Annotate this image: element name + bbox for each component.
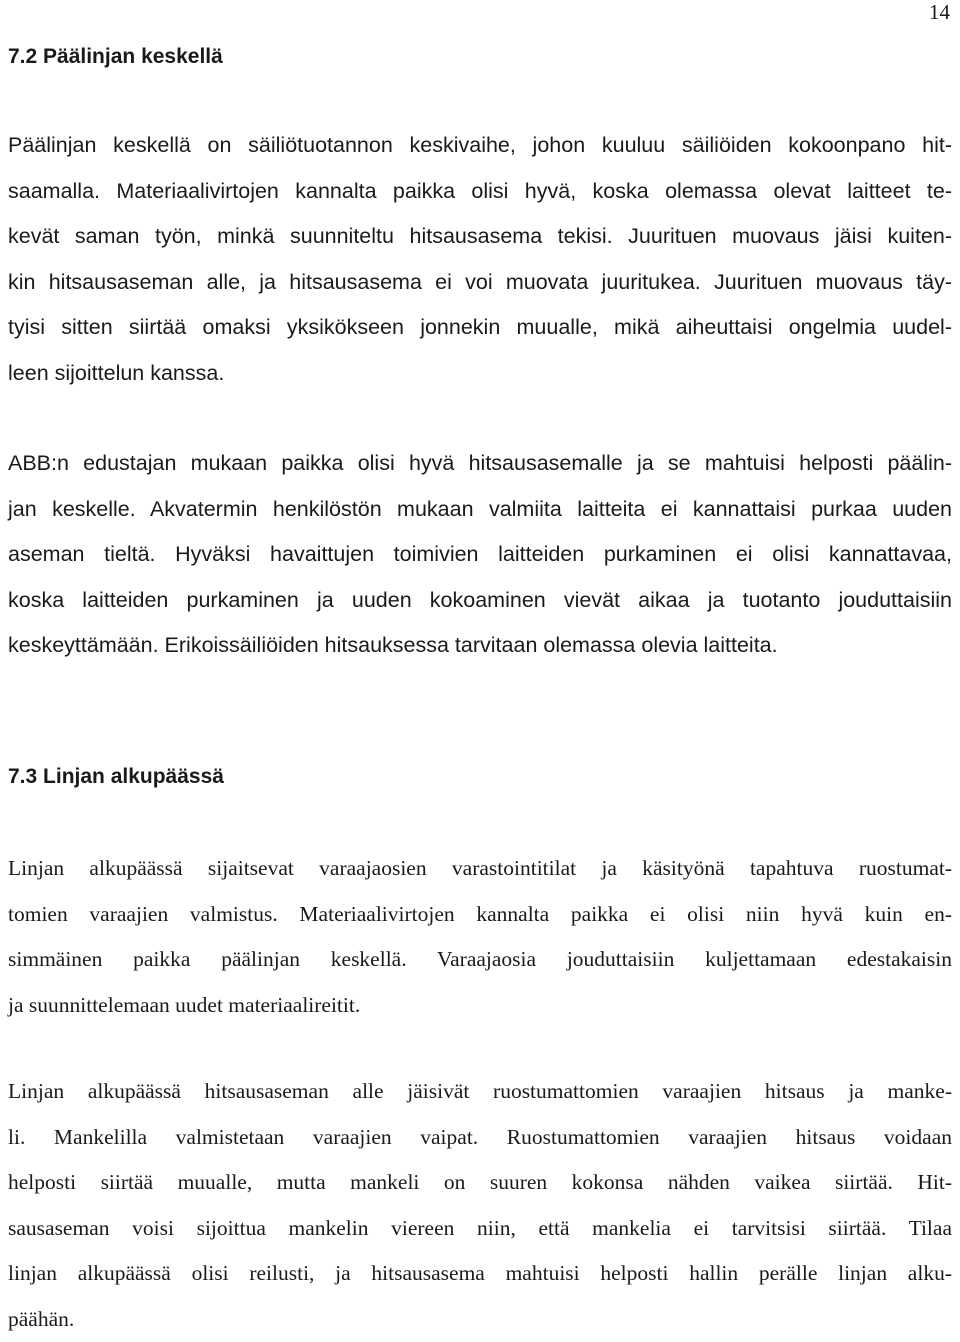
paragraph-7-2-2 <box>8 441 952 669</box>
paragraph-7-2-1 <box>8 123 952 396</box>
text-line: kevät saman työn, minkä suunniteltu hitsausasema tekisi. Juurituen muovaus jäisi kuiten- <box>8 214 952 260</box>
page-number: 14 <box>929 0 950 24</box>
text-line: Linjan alkupäässä sijaitsevat varaajaosien varastointitilat ja käsityönä tapahtuva ruostumat- <box>8 846 952 892</box>
text-line: linjan alkupäässä olisi reilusti, ja hitsausasema mahtuisi helposti hallin perälle linjan alku- <box>8 1251 952 1297</box>
text-line: Päälinjan keskellä on säiliötuotannon keskivaihe, johon kuuluu säiliöiden kokoonpano hit- <box>8 123 952 169</box>
text-line: ABB:n edustajan mukaan paikka olisi hyvä hitsausasemalle ja se mahtuisi helposti päälin- <box>8 441 952 487</box>
section-heading-7-2: 7.2 Päälinjan keskellä <box>8 44 223 70</box>
text-line: sausaseman voisi sijoittua mankelin viereen niin, että mankelia ei tarvitsisi siirtää. Tilaa <box>8 1206 952 1252</box>
text-line: jan keskelle. Akvatermin henkilöstön mukaan valmiita laitteita ei kannattaisi purkaa uuden <box>8 487 952 533</box>
text-line: li. Mankelilla valmistetaan varaajien vaipat. Ruostumattomien varaajien hitsaus voidaan <box>8 1115 952 1161</box>
text-line: saamalla. Materiaalivirtojen kannalta paikka olisi hyvä, koska olemassa olevat laitteet te- <box>8 169 952 215</box>
paragraph-7-3-2 <box>8 1069 952 1342</box>
text-line: Linjan alkupäässä hitsausaseman alle jäisivät ruostumattomien varaajien hitsaus ja manke- <box>8 1069 952 1115</box>
text-line: leen sijoittelun kanssa. <box>8 351 952 397</box>
text-line: helposti siirtää muualle, mutta mankeli on suuren kokonsa nähden vaikea siirtää. Hit- <box>8 1160 952 1206</box>
text-line: aseman tieltä. Hyväksi havaittujen toimivien laitteiden purkaminen ei olisi kannattavaa, <box>8 532 952 578</box>
section-heading-7-3: 7.3 Linjan alkupäässä <box>8 764 224 790</box>
text-line: kin hitsausaseman alle, ja hitsausasema ei voi muovata juuritukea. Juurituen muovaus täy- <box>8 260 952 306</box>
paragraph-7-3-1 <box>8 846 952 1028</box>
text-line: tyisi sitten siirtää omaksi yksikökseen jonnekin muualle, mikä aiheuttaisi ongelmia uudel- <box>8 305 952 351</box>
text-line: päähän. <box>8 1297 952 1342</box>
text-line: ja suunnittelemaan uudet materiaalireitit. <box>8 983 952 1029</box>
text-line: koska laitteiden purkaminen ja uuden kokoaminen vievät aikaa ja tuotanto jouduttaisiin <box>8 578 952 624</box>
text-line: simmäinen paikka päälinjan keskellä. Varaajaosia jouduttaisiin kuljettamaan edestakaisin <box>8 937 952 983</box>
text-line: tomien varaajien valmistus. Materiaalivirtojen kannalta paikka ei olisi niin hyvä kuin en- <box>8 892 952 938</box>
text-line: keskeyttämään. Erikoissäiliöiden hitsauksessa tarvitaan olemassa olevia laitteita. <box>8 623 952 669</box>
